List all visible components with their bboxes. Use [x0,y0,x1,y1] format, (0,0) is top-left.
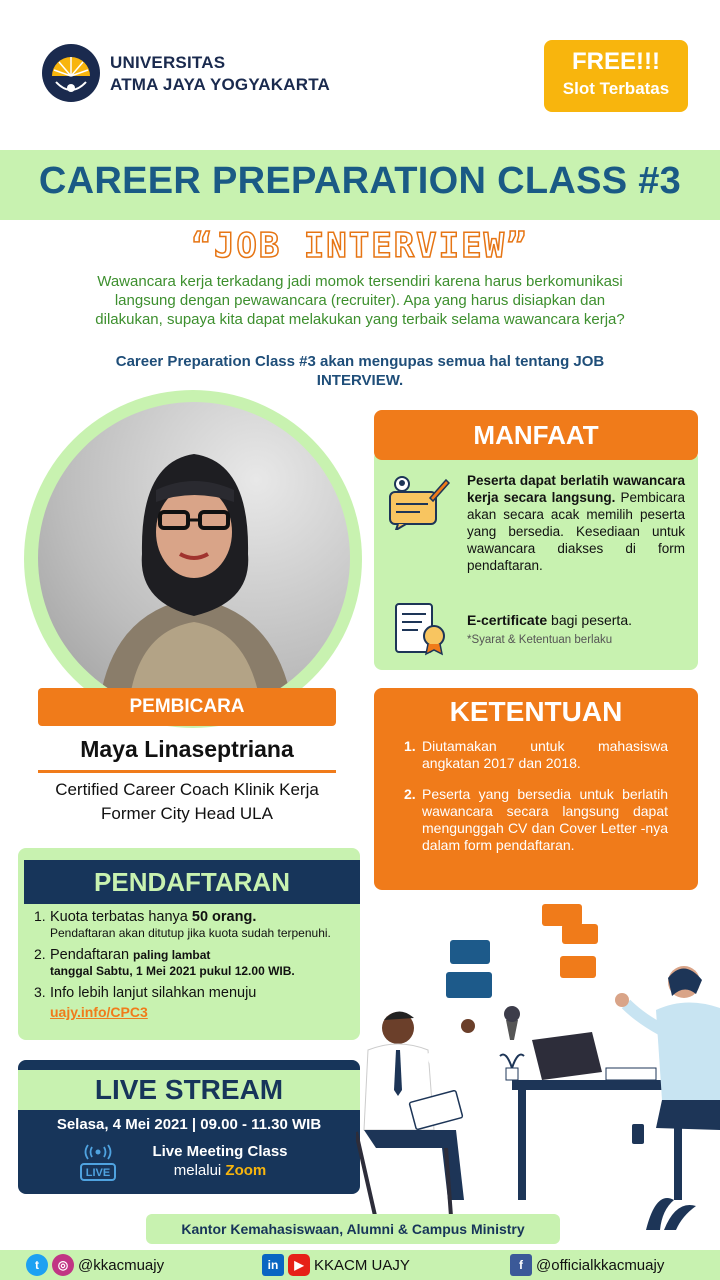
event-intro: Wawancara kerja terkadang jadi momok tersendiri karena harus berkomunikasi langsung dengan pewawancara (recruiter). Apa yang harus disiapkan dan dilakukan, supaya kita dapat melakukan yang terbaik selama wawancara kerja? [95,273,625,328]
live-broadcast-icon [80,1144,116,1182]
free-badge [544,40,688,112]
event-intro-highlight: Career Preparation Class #3 akan mengupas semua hal tentang JOB INTERVIEW. [115,353,605,389]
plant-icon [646,1198,696,1230]
twitter-icon: t [26,1254,48,1276]
list-text: Peserta yang bersedia untuk berlatih wawancara secara langsung dapat mengunggah CV dan Cover Letter -nya dalam form pendaftaran. [422,786,668,853]
benefit-2 [467,612,632,628]
speaker-role [20,778,354,826]
list-item [404,786,668,854]
terms-note: *Syarat & Ketentuan berlaku [467,634,613,646]
benefit-1-bold: Peserta dapat berlatih wawancara kerja secara langsung. [467,473,685,505]
benefits-heading: MANFAAT [374,410,698,460]
facebook-icon: f [510,1254,532,1276]
office-label: Kantor Kemahasiswaan, Alumni & Campus Ministry [146,1214,560,1244]
live-date: Selasa, 4 Mei 2021 | 09.00 - 11.30 WIB [56,1116,322,1133]
university-line-1: UNIVERSITAS [110,53,226,72]
speaker-role-line-1: Certified Career Coach Klinik Kerja [55,780,319,799]
speaker-illustration [38,402,350,714]
list-number: 1. [34,908,46,924]
small-plant-icon [500,1055,524,1081]
deadline-date: tanggal Sabtu, 1 Mei 2021 pukul 12.00 WIB. [50,964,295,978]
event-subtitle: “JOB INTERVIEW” [191,226,529,266]
list-item [404,738,668,772]
list-number: 1. [404,738,416,754]
list-number: 2. [404,786,416,802]
free-label: FREE!!! [572,48,660,75]
info-text: Info lebih lanjut silahkan menuju [50,985,257,1001]
instagram-icon: ◎ [52,1254,74,1276]
speaker-name: Maya Linaseptriana [80,736,294,762]
meeting-via: melalui [173,1162,226,1179]
meeting-label: Live Meeting Class [152,1143,288,1160]
live-meeting-info [130,1142,310,1180]
benefit-2-bold: E-certificate [467,612,548,628]
speech-bubbles-icon [446,904,598,998]
list-text [50,946,295,964]
interview-illustration [356,900,720,1230]
social-linkedin-youtube[interactable] [262,1250,410,1280]
interview-chat-icon [388,474,450,530]
benefit-1-text: Pembicara akan secara acak memilih peserta yang bersedia. Kesediaan untuk wawancara diakses di form pendaftaran. [467,490,686,573]
social-handle-2: KKACM UAJY [314,1256,410,1274]
deadline-text: Pendaftaran [50,947,134,963]
social-instagram-twitter[interactable] [26,1250,164,1280]
deadline-label: paling lambat [133,948,211,962]
linkedin-icon: in [262,1254,284,1276]
university-line-2: ATMA JAYA YOGYAKARTA [110,75,331,94]
meeting-platform: Zoom [225,1162,267,1179]
quota-note: Pendaftaran akan ditutup jika kuota sudah terpenuhi. [50,926,331,940]
rules-heading: KETENTUAN [449,696,623,727]
speaker-photo [38,402,350,714]
university-name [110,52,330,96]
quota-count: 50 orang. [191,909,257,925]
live-heading: LIVE STREAM [94,1074,284,1105]
quota-text: Kuota terbatas hanya [50,909,192,925]
list-item [34,908,352,944]
live-badge: LIVE [85,1167,111,1179]
registration-link[interactable]: uajy.info/CPC3 [50,1004,148,1020]
list-text [50,908,331,926]
list-number: 2. [34,946,46,962]
benefit-2-text: bagi peserta. [547,612,632,628]
list-number: 3. [34,984,46,1000]
speaker-tag: PEMBICARA [38,688,336,726]
rules-list [404,738,668,868]
list-text: Diutamakan untuk mahasiswa angkatan 2017 dan 2018. [422,738,668,771]
list-item [34,946,352,982]
certificate-icon [392,602,450,656]
university-crest-icon [40,42,102,104]
social-facebook[interactable] [510,1250,664,1280]
social-handle-1: @kkacmuajy [78,1256,165,1274]
speaker-role-line-2: Former City Head ULA [101,804,273,823]
social-handle-3: @officialkkacmuajy [536,1256,665,1274]
free-sub-label: Slot Terbatas [562,79,670,98]
event-title: CAREER PREPARATION CLASS #3 [38,160,682,202]
speaker-divider [38,770,336,773]
registration-list [34,908,352,1020]
man-figure [356,1011,475,1230]
list-item [34,984,352,1002]
youtube-icon: ▶ [288,1254,310,1276]
woman-figure [615,966,720,1130]
registration-heading: PENDAFTARAN [24,860,360,904]
benefit-1 [467,472,685,574]
